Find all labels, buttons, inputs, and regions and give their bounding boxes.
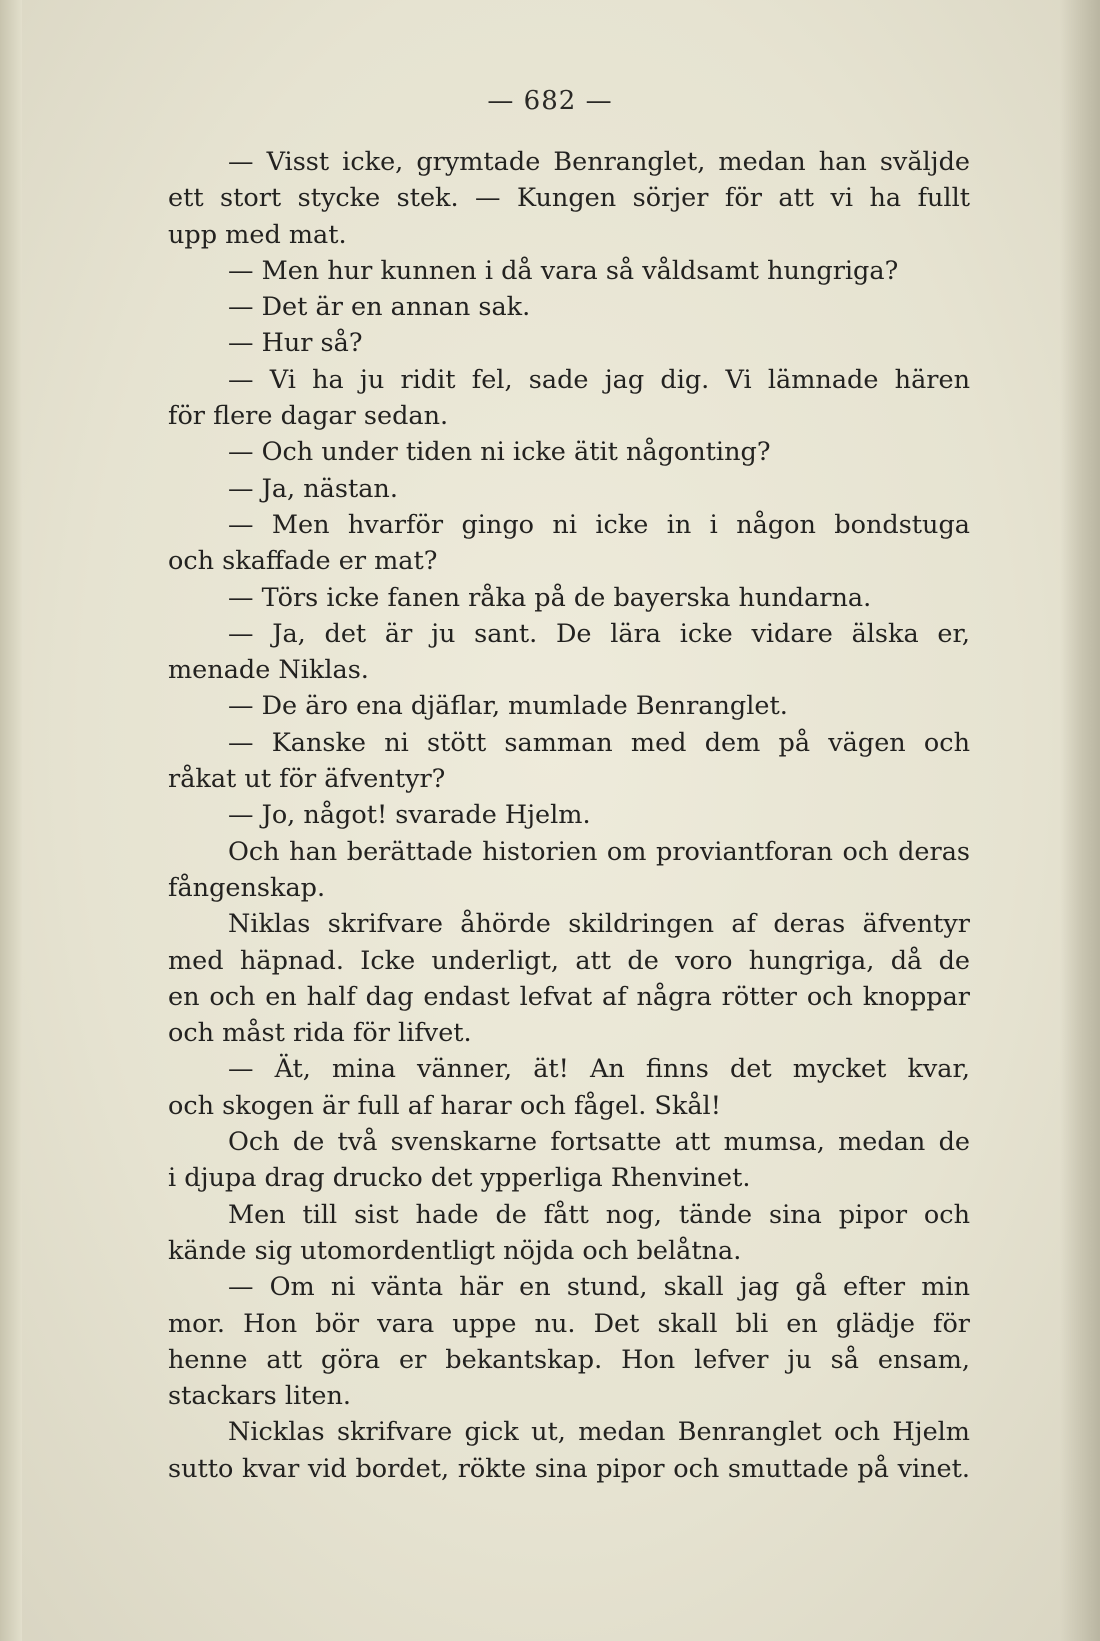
text-line: kände sig utomordentligt nöjda och belåtna. [168, 1235, 742, 1266]
page-spine-shadow [0, 0, 22, 1641]
text-line: stackars liten. [168, 1381, 352, 1412]
text-line: med häpnad. Icke underligt, att de voro hungriga, då de [168, 945, 970, 976]
text-line: — Det är en annan sak. [228, 292, 531, 323]
text-line: — Visst icke, grymtade Benranglet, medan han svăljde [228, 147, 970, 177]
text-line: — Och under tiden ni icke ätit någonting? [228, 437, 771, 468]
text-line: och skaffade er mat? [168, 546, 438, 577]
text-line: upp med mat. [168, 219, 347, 250]
text-line: — De äro ena djäflar, mumlade Benranglet. [228, 691, 788, 722]
text-line: — Om ni vänta här en stund, skall jag gå efter min [228, 1272, 970, 1303]
text-line: henne att göra er bekantskap. Hon lefver ju så ensam, [168, 1344, 970, 1375]
text-line: — Ja, nästan. [228, 473, 398, 504]
text-line: och skogen är full af harar och fågel. Skål! [168, 1090, 721, 1121]
text-line: Nicklas skrifvare gick ut, medan Benranglet och Hjelm [228, 1417, 970, 1448]
text-line: Men till sist hade de fått nog, tände sina pipor och [228, 1199, 970, 1230]
text-line: — Men hvarför gingo ni icke in i någon bondstuga [228, 509, 970, 540]
text-line: — Kanske ni stött samman med dem på vägen och [228, 727, 970, 758]
page-edge-shadow [1060, 0, 1100, 1641]
text-line: menade Niklas. [168, 655, 369, 686]
text-line: i djupa drag drucko det ypperliga Rhenvinet. [168, 1163, 751, 1194]
text-line: en och en half dag endast lefvat af några rötter och knoppar [168, 981, 970, 1012]
text-line: Niklas skrifvare åhörde skildringen af deras äfventyr [228, 909, 970, 940]
text-line: Och de två svenskarne fortsatte att mumsa, medan de [228, 1127, 970, 1158]
text-line: fångenskap. [168, 872, 326, 903]
text-line: — Vi ha ju ridit fel, sade jag dig. Vi lämnade hären [228, 364, 970, 395]
text-line: Och han berättade historien om proviantforan och deras [228, 836, 970, 867]
text-line: — Ät, mina vänner, ät! An finns det mycket kvar, [228, 1054, 970, 1085]
text-line: — Jo, något! svarade Hjelm. [228, 800, 591, 831]
text-line: — Hur så? [228, 328, 363, 359]
text-line: sutto kvar vid bordet, rökte sina pipor och smuttade på vinet. [168, 1453, 970, 1484]
text-line: ett stort stycke stek. — Kungen sörjer för att vi ha fullt [168, 183, 970, 214]
page-text [168, 144, 970, 1487]
page-number: — 682 — [487, 86, 613, 116]
text-line: för flere dagar sedan. [168, 401, 449, 432]
text-line: — Ja, det är ju sant. De lära icke vidare älska er, [228, 618, 970, 649]
text-line: mor. Hon bör vara uppe nu. Det skall bli en glädje för [168, 1308, 970, 1339]
text-line: råkat ut för äfventyr? [168, 764, 446, 795]
text-line: — Men hur kunnen i då vara så våldsamt hungriga? [228, 255, 899, 286]
text-line: och måst rida för lifvet. [168, 1018, 472, 1049]
text-line: — Törs icke fanen råka på de bayerska hundarna. [228, 582, 872, 613]
